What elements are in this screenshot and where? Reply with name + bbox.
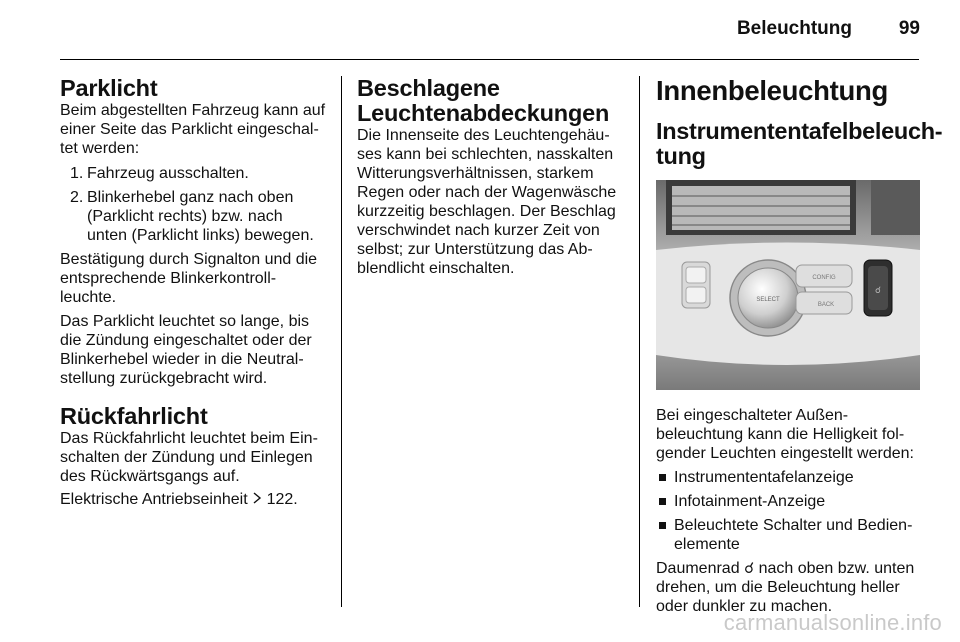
crossref-page-link[interactable]: 122.: [266, 491, 298, 508]
heading-rueckfahrlicht: Rückfahrlicht: [60, 402, 208, 429]
step-number: 2.: [70, 189, 84, 206]
list-item-text: Infotainment-Anzeige: [674, 493, 826, 510]
column-left: [60, 76, 326, 509]
parklicht-steps: [60, 164, 326, 245]
back-label: BACK: [817, 302, 835, 308]
column-right: [656, 75, 943, 616]
watermark: carmanualsonline.info: [723, 610, 942, 635]
heading-innenbeleuchtung: Innenbeleuchtung: [656, 75, 888, 106]
thumbwheel-text-start: Daumenrad: [656, 560, 740, 577]
step-text: Blinkerhebel ganz nach oben (Parklicht rechts) bzw. nach unten (Parklicht links) bewegen.: [87, 189, 314, 244]
heading-beschlagene-leuchtenabdeckungen: Beschlagene Leuchtenabdeckungen: [357, 75, 610, 126]
rueckfahrlicht-crossref: [60, 490, 326, 509]
parklicht-confirmation: Bestätigung durch Signalton und die entsprechende Blinkerkontrollleuchte.: [60, 251, 318, 306]
header-rule: [60, 59, 919, 60]
column-divider: [639, 76, 640, 607]
crossref-arrow-icon: [252, 490, 262, 509]
config-label: CONFIG: [812, 275, 836, 281]
bullet-square-icon: [659, 474, 666, 481]
heading-instrumententafelbeleuchtung: Instrumententafelbeleuchtung: [656, 118, 943, 169]
dashboard-controls-photo: [656, 180, 920, 390]
list-item: [656, 492, 922, 511]
list-item-text: Instrumententafelanzeige: [674, 469, 854, 486]
svg-text:☌: ☌: [874, 286, 882, 296]
list-item: [656, 516, 922, 554]
crossref-text: Elektrische Antriebseinheit: [60, 491, 248, 508]
page-number: 99: [898, 18, 920, 39]
bullet-square-icon: [659, 522, 666, 529]
column-middle: [357, 76, 623, 278]
list-item: [60, 164, 326, 183]
bullet-square-icon: [659, 498, 666, 505]
thumbwheel-instruction: [656, 559, 922, 616]
beschlag-text: Die Innenseite des Leuchtengehäuses kann bei schlechten, nasskalten Witterungsverhältnissen, starkem Regen oder nach der Wagenwäsche kurzzeitig beschlagen. Der Beschlag verschwindet nach kurzer Zeit von selbst; zur Unterstützung das Abblendlicht einschalten.: [357, 127, 617, 277]
select-label: SELECT: [756, 297, 780, 303]
thumbwheel-text-end: nach oben bzw. unten drehen, um die Beleuchtung heller oder dunkler zu machen.: [656, 560, 915, 615]
column-divider: [341, 76, 342, 607]
page-header-title: Beleuchtung: [736, 18, 852, 39]
instrument-lighting-intro: Bei eingeschalteter Außenbeleuchtung kann die Helligkeit folgender Leuchten eingestellt werden:: [656, 407, 914, 462]
rueckfahrlicht-text: Das Rückfahrlicht leuchtet beim Einschalten der Zündung und Einlegen des Rückwärtsgangs auf.: [60, 429, 318, 485]
list-item: [656, 468, 922, 487]
step-number: 1.: [70, 165, 84, 182]
list-item: [60, 188, 326, 245]
heading-parklicht: Parklicht: [60, 75, 158, 101]
thumbwheel-icon: ☌: [744, 560, 755, 577]
parklicht-duration: Das Parklicht leuchtet so lange, bis die Zündung eingeschaltet oder der Blinkerhebel wieder in die Neutralstellung zurückgebracht wird.: [60, 312, 312, 387]
lighting-elements-list: [656, 468, 922, 554]
step-text: Fahrzeug ausschalten.: [87, 165, 249, 182]
parklicht-intro: Beim abgestellten Fahrzeug kann auf einer Seite das Parklicht eingeschaltet werden:: [60, 102, 326, 157]
list-item-text: Beleuchtete Schalter und Bedienelemente: [674, 517, 913, 553]
